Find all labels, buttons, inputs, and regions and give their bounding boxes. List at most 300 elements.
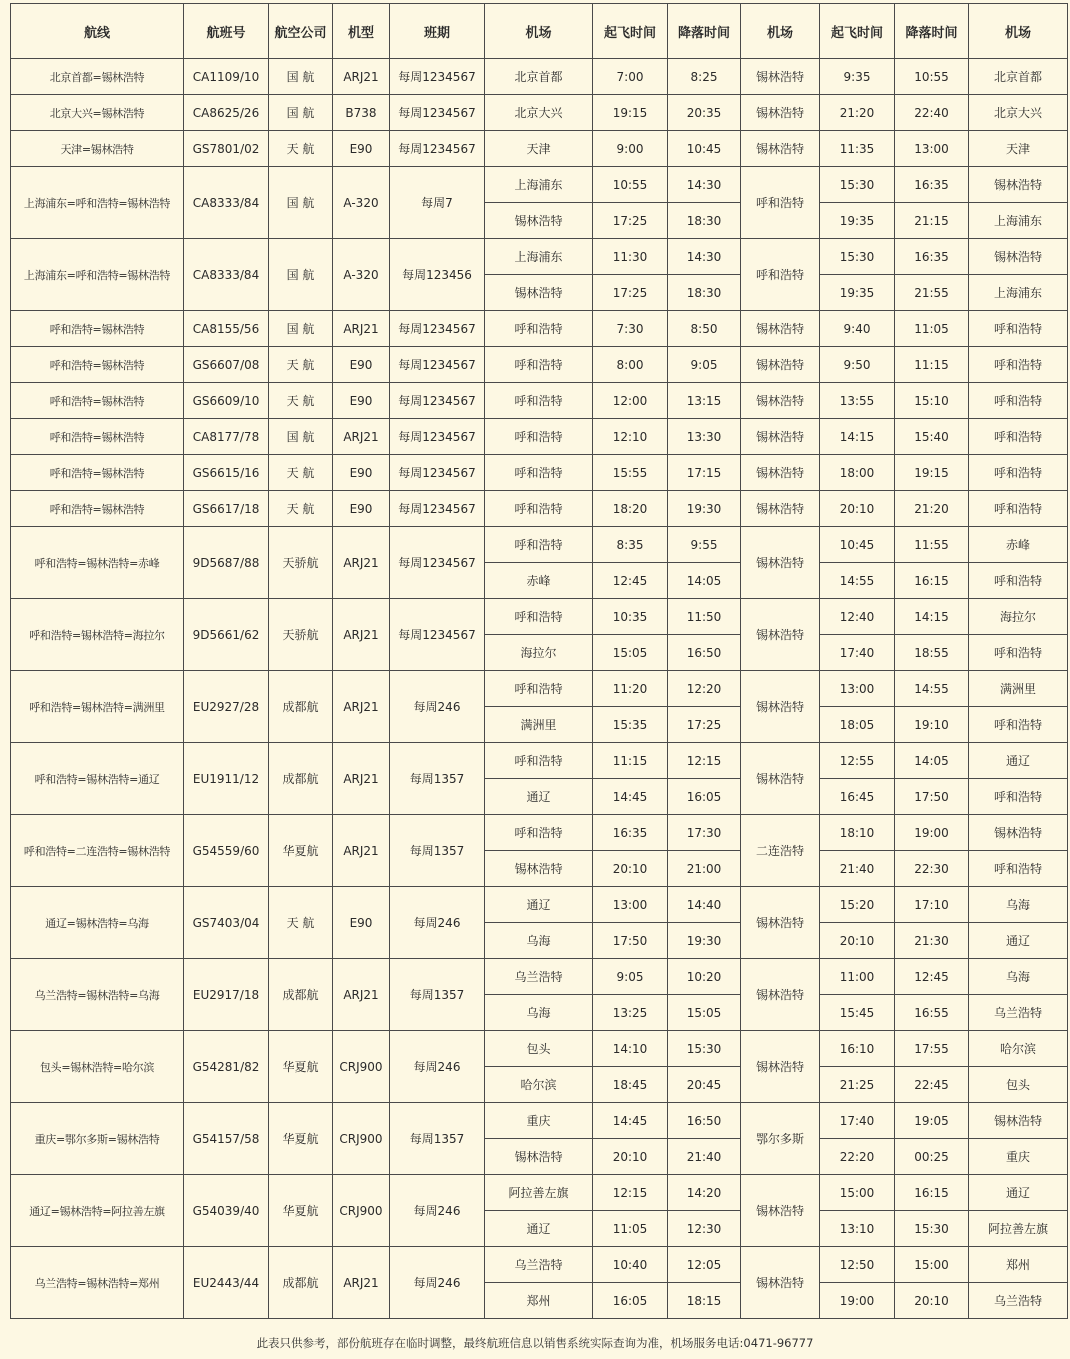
origin-airport-cell: 通辽	[485, 779, 593, 815]
header-flight: 航班号	[184, 4, 269, 59]
route-cell: 天津=锡林浩特	[11, 131, 184, 167]
arrival-time-1-cell: 8:25	[668, 59, 741, 95]
route-cell: 呼和浩特=锡林浩特=海拉尔	[11, 599, 184, 671]
arrival-time-1-cell: 16:05	[668, 779, 741, 815]
destination-airport-cell: 北京首都	[969, 59, 1068, 95]
departure-time-1-cell: 20:10	[593, 1139, 668, 1175]
table-row	[11, 347, 1068, 383]
arrival-time-1-cell: 14:30	[668, 239, 741, 275]
origin-airport-cell: 呼和浩特	[485, 383, 593, 419]
route-cell: 呼和浩特=锡林浩特	[11, 383, 184, 419]
route-cell: 重庆=鄂尔多斯=锡林浩特	[11, 1103, 184, 1175]
destination-airport-cell: 呼和浩特	[969, 455, 1068, 491]
destination-airport-cell: 呼和浩特	[969, 491, 1068, 527]
departure-time-1-cell: 12:00	[593, 383, 668, 419]
airline-cell: 国 航	[269, 239, 333, 311]
origin-airport-cell: 呼和浩特	[485, 347, 593, 383]
arrival-time-2-cell: 21:55	[895, 275, 969, 311]
departure-time-2-cell: 19:00	[820, 1283, 895, 1319]
arrival-time-1-cell: 17:25	[668, 707, 741, 743]
flight-number-cell: GS7801/02	[184, 131, 269, 167]
departure-time-1-cell: 12:15	[593, 1175, 668, 1211]
via-airport-cell: 锡林浩特	[741, 383, 820, 419]
arrival-time-2-cell: 16:15	[895, 563, 969, 599]
table-row	[11, 1175, 1068, 1211]
aircraft-cell: CRJ900	[333, 1031, 390, 1103]
departure-time-2-cell: 9:40	[820, 311, 895, 347]
destination-airport-cell: 锡林浩特	[969, 1103, 1068, 1139]
departure-time-1-cell: 14:45	[593, 1103, 668, 1139]
arrival-time-2-cell: 19:10	[895, 707, 969, 743]
destination-airport-cell: 乌海	[969, 959, 1068, 995]
airline-cell: 华夏航	[269, 1175, 333, 1247]
via-airport-cell: 锡林浩特	[741, 95, 820, 131]
route-cell: 上海浦东=呼和浩特=锡林浩特	[11, 167, 184, 239]
table-row	[11, 959, 1068, 995]
departure-time-2-cell: 15:00	[820, 1175, 895, 1211]
origin-airport-cell: 乌兰浩特	[485, 1247, 593, 1283]
header-departure-1: 起飞时间	[593, 4, 668, 59]
route-cell: 通辽=锡林浩特=阿拉善左旗	[11, 1175, 184, 1247]
origin-airport-cell: 锡林浩特	[485, 275, 593, 311]
arrival-time-2-cell: 14:05	[895, 743, 969, 779]
via-airport-cell: 呼和浩特	[741, 239, 820, 311]
origin-airport-cell: 乌兰浩特	[485, 959, 593, 995]
arrival-time-2-cell: 22:30	[895, 851, 969, 887]
via-airport-cell: 锡林浩特	[741, 887, 820, 959]
flight-number-cell: CA1109/10	[184, 59, 269, 95]
arrival-time-1-cell: 14:40	[668, 887, 741, 923]
destination-airport-cell: 乌海	[969, 887, 1068, 923]
flight-number-cell: G54157/58	[184, 1103, 269, 1175]
airline-cell: 成都航	[269, 959, 333, 1031]
days-cell: 每周1234567	[390, 131, 485, 167]
origin-airport-cell: 呼和浩特	[485, 419, 593, 455]
airline-cell: 天 航	[269, 455, 333, 491]
header-arrival-2: 降落时间	[895, 4, 969, 59]
airline-cell: 华夏航	[269, 815, 333, 887]
arrival-time-2-cell: 17:10	[895, 887, 969, 923]
origin-airport-cell: 呼和浩特	[485, 599, 593, 635]
airline-cell: 天 航	[269, 347, 333, 383]
aircraft-cell: ARJ21	[333, 959, 390, 1031]
departure-time-1-cell: 13:25	[593, 995, 668, 1031]
arrival-time-2-cell: 16:35	[895, 239, 969, 275]
table-row	[11, 599, 1068, 635]
destination-airport-cell: 呼和浩特	[969, 563, 1068, 599]
arrival-time-1-cell: 18:30	[668, 203, 741, 239]
header-airport-via: 机场	[741, 4, 820, 59]
aircraft-cell: ARJ21	[333, 815, 390, 887]
departure-time-1-cell: 17:50	[593, 923, 668, 959]
departure-time-1-cell: 7:30	[593, 311, 668, 347]
departure-time-2-cell: 17:40	[820, 1103, 895, 1139]
origin-airport-cell: 郑州	[485, 1283, 593, 1319]
aircraft-cell: B738	[333, 95, 390, 131]
arrival-time-1-cell: 13:30	[668, 419, 741, 455]
header-aircraft: 机型	[333, 4, 390, 59]
days-cell: 每周1234567	[390, 347, 485, 383]
departure-time-1-cell: 10:35	[593, 599, 668, 635]
airline-cell: 国 航	[269, 311, 333, 347]
departure-time-1-cell: 15:35	[593, 707, 668, 743]
origin-airport-cell: 乌海	[485, 995, 593, 1031]
table-row	[11, 239, 1068, 275]
table-row	[11, 131, 1068, 167]
days-cell: 每周1234567	[390, 491, 485, 527]
departure-time-1-cell: 10:40	[593, 1247, 668, 1283]
arrival-time-2-cell: 17:50	[895, 779, 969, 815]
origin-airport-cell: 锡林浩特	[485, 851, 593, 887]
aircraft-cell: CRJ900	[333, 1175, 390, 1247]
arrival-time-2-cell: 17:55	[895, 1031, 969, 1067]
origin-airport-cell: 北京首都	[485, 59, 593, 95]
destination-airport-cell: 赤峰	[969, 527, 1068, 563]
origin-airport-cell: 呼和浩特	[485, 311, 593, 347]
via-airport-cell: 锡林浩特	[741, 59, 820, 95]
table-row	[11, 167, 1068, 203]
departure-time-2-cell: 20:10	[820, 923, 895, 959]
departure-time-1-cell: 20:10	[593, 851, 668, 887]
arrival-time-1-cell: 9:55	[668, 527, 741, 563]
arrival-time-1-cell: 14:30	[668, 167, 741, 203]
departure-time-2-cell: 12:40	[820, 599, 895, 635]
days-cell: 每周1357	[390, 815, 485, 887]
route-cell: 呼和浩特=锡林浩特=满洲里	[11, 671, 184, 743]
arrival-time-1-cell: 9:05	[668, 347, 741, 383]
aircraft-cell: ARJ21	[333, 311, 390, 347]
arrival-time-1-cell: 10:45	[668, 131, 741, 167]
footnote: 此表只供参考，部份航班存在临时调整，最终航班信息以销售系统实际查询为准，机场服务电话:0471-96777	[256, 1336, 814, 1350]
destination-airport-cell: 锡林浩特	[969, 239, 1068, 275]
days-cell: 每周1357	[390, 743, 485, 815]
destination-airport-cell: 锡林浩特	[969, 167, 1068, 203]
aircraft-cell: ARJ21	[333, 527, 390, 599]
via-airport-cell: 锡林浩特	[741, 599, 820, 671]
departure-time-1-cell: 11:20	[593, 671, 668, 707]
origin-airport-cell: 通辽	[485, 1211, 593, 1247]
airline-cell: 华夏航	[269, 1031, 333, 1103]
airline-cell: 国 航	[269, 167, 333, 239]
departure-time-1-cell: 16:35	[593, 815, 668, 851]
days-cell: 每周246	[390, 671, 485, 743]
header-days: 班期	[390, 4, 485, 59]
via-airport-cell: 呼和浩特	[741, 167, 820, 239]
flight-number-cell: GS7403/04	[184, 887, 269, 959]
via-airport-cell: 锡林浩特	[741, 455, 820, 491]
departure-time-2-cell: 10:45	[820, 527, 895, 563]
departure-time-2-cell: 19:35	[820, 275, 895, 311]
airline-cell: 华夏航	[269, 1103, 333, 1175]
departure-time-1-cell: 12:10	[593, 419, 668, 455]
table-row	[11, 743, 1068, 779]
table-row	[11, 1031, 1068, 1067]
departure-time-2-cell: 18:05	[820, 707, 895, 743]
flight-number-cell: EU2917/18	[184, 959, 269, 1031]
departure-time-2-cell: 11:35	[820, 131, 895, 167]
departure-time-1-cell: 15:55	[593, 455, 668, 491]
aircraft-cell: ARJ21	[333, 599, 390, 671]
origin-airport-cell: 锡林浩特	[485, 203, 593, 239]
route-cell: 乌兰浩特=锡林浩特=乌海	[11, 959, 184, 1031]
departure-time-2-cell: 21:25	[820, 1067, 895, 1103]
arrival-time-1-cell: 17:15	[668, 455, 741, 491]
departure-time-2-cell: 18:10	[820, 815, 895, 851]
destination-airport-cell: 呼和浩特	[969, 311, 1068, 347]
arrival-time-1-cell: 20:45	[668, 1067, 741, 1103]
arrival-time-1-cell: 18:30	[668, 275, 741, 311]
days-cell: 每周7	[390, 167, 485, 239]
route-cell: 上海浦东=呼和浩特=锡林浩特	[11, 239, 184, 311]
via-airport-cell: 鄂尔多斯	[741, 1103, 820, 1175]
route-cell: 北京大兴=锡林浩特	[11, 95, 184, 131]
airline-cell: 成都航	[269, 671, 333, 743]
destination-airport-cell: 上海浦东	[969, 203, 1068, 239]
airline-cell: 成都航	[269, 743, 333, 815]
departure-time-2-cell: 12:50	[820, 1247, 895, 1283]
departure-time-2-cell: 15:30	[820, 239, 895, 275]
header-airline: 航空公司	[269, 4, 333, 59]
arrival-time-2-cell: 21:30	[895, 923, 969, 959]
departure-time-1-cell: 10:55	[593, 167, 668, 203]
route-cell: 呼和浩特=锡林浩特	[11, 491, 184, 527]
destination-airport-cell: 通辽	[969, 743, 1068, 779]
origin-airport-cell: 赤峰	[485, 563, 593, 599]
departure-time-1-cell: 14:45	[593, 779, 668, 815]
departure-time-2-cell: 15:30	[820, 167, 895, 203]
table-row	[11, 491, 1068, 527]
destination-airport-cell: 阿拉善左旗	[969, 1211, 1068, 1247]
airline-cell: 天骄航	[269, 527, 333, 599]
departure-time-1-cell: 18:20	[593, 491, 668, 527]
destination-airport-cell: 重庆	[969, 1139, 1068, 1175]
arrival-time-2-cell: 11:55	[895, 527, 969, 563]
days-cell: 每周1234567	[390, 95, 485, 131]
origin-airport-cell: 呼和浩特	[485, 491, 593, 527]
origin-airport-cell: 上海浦东	[485, 167, 593, 203]
departure-time-2-cell: 15:20	[820, 887, 895, 923]
arrival-time-1-cell: 21:40	[668, 1139, 741, 1175]
destination-airport-cell: 满洲里	[969, 671, 1068, 707]
departure-time-2-cell: 14:15	[820, 419, 895, 455]
departure-time-1-cell: 9:00	[593, 131, 668, 167]
table-row	[11, 527, 1068, 563]
flight-number-cell: 9D5661/62	[184, 599, 269, 671]
arrival-time-2-cell: 21:20	[895, 491, 969, 527]
days-cell: 每周1357	[390, 959, 485, 1031]
aircraft-cell: A-320	[333, 167, 390, 239]
aircraft-cell: ARJ21	[333, 59, 390, 95]
arrival-time-2-cell: 15:10	[895, 383, 969, 419]
origin-airport-cell: 呼和浩特	[485, 455, 593, 491]
airline-cell: 成都航	[269, 1247, 333, 1319]
header-route: 航线	[11, 4, 184, 59]
origin-airport-cell: 锡林浩特	[485, 1139, 593, 1175]
departure-time-2-cell: 15:45	[820, 995, 895, 1031]
flight-number-cell: CA8155/56	[184, 311, 269, 347]
table-row	[11, 887, 1068, 923]
destination-airport-cell: 哈尔滨	[969, 1031, 1068, 1067]
departure-time-1-cell: 17:25	[593, 203, 668, 239]
departure-time-1-cell: 15:05	[593, 635, 668, 671]
route-cell: 包头=锡林浩特=哈尔滨	[11, 1031, 184, 1103]
days-cell: 每周1234567	[390, 383, 485, 419]
days-cell: 每周1234567	[390, 419, 485, 455]
arrival-time-1-cell: 10:20	[668, 959, 741, 995]
departure-time-2-cell: 13:10	[820, 1211, 895, 1247]
flight-number-cell: G54281/82	[184, 1031, 269, 1103]
table-row	[11, 311, 1068, 347]
arrival-time-1-cell: 17:30	[668, 815, 741, 851]
schedule-body	[11, 59, 1068, 1319]
route-cell: 呼和浩特=二连浩特=锡林浩特	[11, 815, 184, 887]
route-cell: 通辽=锡林浩特=乌海	[11, 887, 184, 959]
arrival-time-1-cell: 12:15	[668, 743, 741, 779]
flight-number-cell: G54559/60	[184, 815, 269, 887]
flight-number-cell: GS6615/16	[184, 455, 269, 491]
route-cell: 呼和浩特=锡林浩特	[11, 455, 184, 491]
arrival-time-2-cell: 13:00	[895, 131, 969, 167]
via-airport-cell: 锡林浩特	[741, 959, 820, 1031]
flight-number-cell: EU1911/12	[184, 743, 269, 815]
destination-airport-cell: 乌兰浩特	[969, 995, 1068, 1031]
origin-airport-cell: 海拉尔	[485, 635, 593, 671]
destination-airport-cell: 呼和浩特	[969, 635, 1068, 671]
departure-time-2-cell: 21:20	[820, 95, 895, 131]
arrival-time-2-cell: 15:00	[895, 1247, 969, 1283]
aircraft-cell: E90	[333, 383, 390, 419]
header-arrival-1: 降落时间	[668, 4, 741, 59]
departure-time-2-cell: 16:45	[820, 779, 895, 815]
route-cell: 呼和浩特=锡林浩特	[11, 419, 184, 455]
departure-time-1-cell: 12:45	[593, 563, 668, 599]
flight-number-cell: GS6607/08	[184, 347, 269, 383]
destination-airport-cell: 包头	[969, 1067, 1068, 1103]
arrival-time-2-cell: 15:40	[895, 419, 969, 455]
airline-cell: 天骄航	[269, 599, 333, 671]
arrival-time-1-cell: 12:20	[668, 671, 741, 707]
arrival-time-2-cell: 19:05	[895, 1103, 969, 1139]
table-row	[11, 383, 1068, 419]
departure-time-1-cell: 9:05	[593, 959, 668, 995]
flight-number-cell: CA8625/26	[184, 95, 269, 131]
departure-time-1-cell: 8:00	[593, 347, 668, 383]
days-cell: 每周246	[390, 1031, 485, 1103]
origin-airport-cell: 呼和浩特	[485, 671, 593, 707]
arrival-time-1-cell: 14:20	[668, 1175, 741, 1211]
arrival-time-1-cell: 12:05	[668, 1247, 741, 1283]
via-airport-cell: 二连浩特	[741, 815, 820, 887]
origin-airport-cell: 呼和浩特	[485, 743, 593, 779]
route-cell: 呼和浩特=锡林浩特=通辽	[11, 743, 184, 815]
aircraft-cell: E90	[333, 455, 390, 491]
days-cell: 每周246	[390, 887, 485, 959]
arrival-time-2-cell: 00:25	[895, 1139, 969, 1175]
departure-time-1-cell: 18:45	[593, 1067, 668, 1103]
origin-airport-cell: 哈尔滨	[485, 1067, 593, 1103]
via-airport-cell: 锡林浩特	[741, 419, 820, 455]
origin-airport-cell: 天津	[485, 131, 593, 167]
arrival-time-1-cell: 15:30	[668, 1031, 741, 1067]
destination-airport-cell: 呼和浩特	[969, 347, 1068, 383]
origin-airport-cell: 呼和浩特	[485, 815, 593, 851]
airline-cell: 天 航	[269, 887, 333, 959]
departure-time-1-cell: 14:10	[593, 1031, 668, 1067]
arrival-time-1-cell: 19:30	[668, 491, 741, 527]
arrival-time-1-cell: 15:05	[668, 995, 741, 1031]
header-airport-destination: 机场	[969, 4, 1068, 59]
arrival-time-1-cell: 13:15	[668, 383, 741, 419]
arrival-time-1-cell: 16:50	[668, 635, 741, 671]
aircraft-cell: E90	[333, 491, 390, 527]
route-cell: 呼和浩特=锡林浩特	[11, 311, 184, 347]
airline-cell: 国 航	[269, 95, 333, 131]
arrival-time-2-cell: 14:15	[895, 599, 969, 635]
airline-cell: 国 航	[269, 419, 333, 455]
airline-cell: 天 航	[269, 131, 333, 167]
header-row	[11, 4, 1068, 59]
origin-airport-cell: 阿拉善左旗	[485, 1175, 593, 1211]
arrival-time-2-cell: 16:35	[895, 167, 969, 203]
departure-time-1-cell: 7:00	[593, 59, 668, 95]
arrival-time-2-cell: 12:45	[895, 959, 969, 995]
via-airport-cell: 锡林浩特	[741, 1247, 820, 1319]
departure-time-2-cell: 21:40	[820, 851, 895, 887]
departure-time-1-cell: 16:05	[593, 1283, 668, 1319]
route-cell: 乌兰浩特=锡林浩特=郑州	[11, 1247, 184, 1319]
aircraft-cell: E90	[333, 131, 390, 167]
origin-airport-cell: 上海浦东	[485, 239, 593, 275]
aircraft-cell: CRJ900	[333, 1103, 390, 1175]
days-cell: 每周123456	[390, 239, 485, 311]
arrival-time-2-cell: 16:15	[895, 1175, 969, 1211]
departure-time-2-cell: 12:55	[820, 743, 895, 779]
header-airport-origin: 机场	[485, 4, 593, 59]
arrival-time-1-cell: 16:50	[668, 1103, 741, 1139]
flight-number-cell: EU2443/44	[184, 1247, 269, 1319]
days-cell: 每周1234567	[390, 599, 485, 671]
arrival-time-2-cell: 16:55	[895, 995, 969, 1031]
departure-time-2-cell: 13:00	[820, 671, 895, 707]
arrival-time-1-cell: 12:30	[668, 1211, 741, 1247]
departure-time-2-cell: 16:10	[820, 1031, 895, 1067]
departure-time-2-cell: 18:00	[820, 455, 895, 491]
destination-airport-cell: 天津	[969, 131, 1068, 167]
table-row	[11, 1247, 1068, 1283]
destination-airport-cell: 呼和浩特	[969, 707, 1068, 743]
arrival-time-1-cell: 20:35	[668, 95, 741, 131]
origin-airport-cell: 呼和浩特	[485, 527, 593, 563]
destination-airport-cell: 北京大兴	[969, 95, 1068, 131]
airline-cell: 国 航	[269, 59, 333, 95]
arrival-time-1-cell: 14:05	[668, 563, 741, 599]
destination-airport-cell: 海拉尔	[969, 599, 1068, 635]
route-cell: 呼和浩特=锡林浩特=赤峰	[11, 527, 184, 599]
table-row	[11, 815, 1068, 851]
days-cell: 每周1234567	[390, 59, 485, 95]
arrival-time-1-cell: 19:30	[668, 923, 741, 959]
table-row	[11, 95, 1068, 131]
destination-airport-cell: 郑州	[969, 1247, 1068, 1283]
departure-time-1-cell: 11:15	[593, 743, 668, 779]
via-airport-cell: 锡林浩特	[741, 347, 820, 383]
origin-airport-cell: 通辽	[485, 887, 593, 923]
departure-time-2-cell: 22:20	[820, 1139, 895, 1175]
departure-time-1-cell: 13:00	[593, 887, 668, 923]
arrival-time-2-cell: 11:05	[895, 311, 969, 347]
arrival-time-2-cell: 19:15	[895, 455, 969, 491]
departure-time-2-cell: 9:35	[820, 59, 895, 95]
